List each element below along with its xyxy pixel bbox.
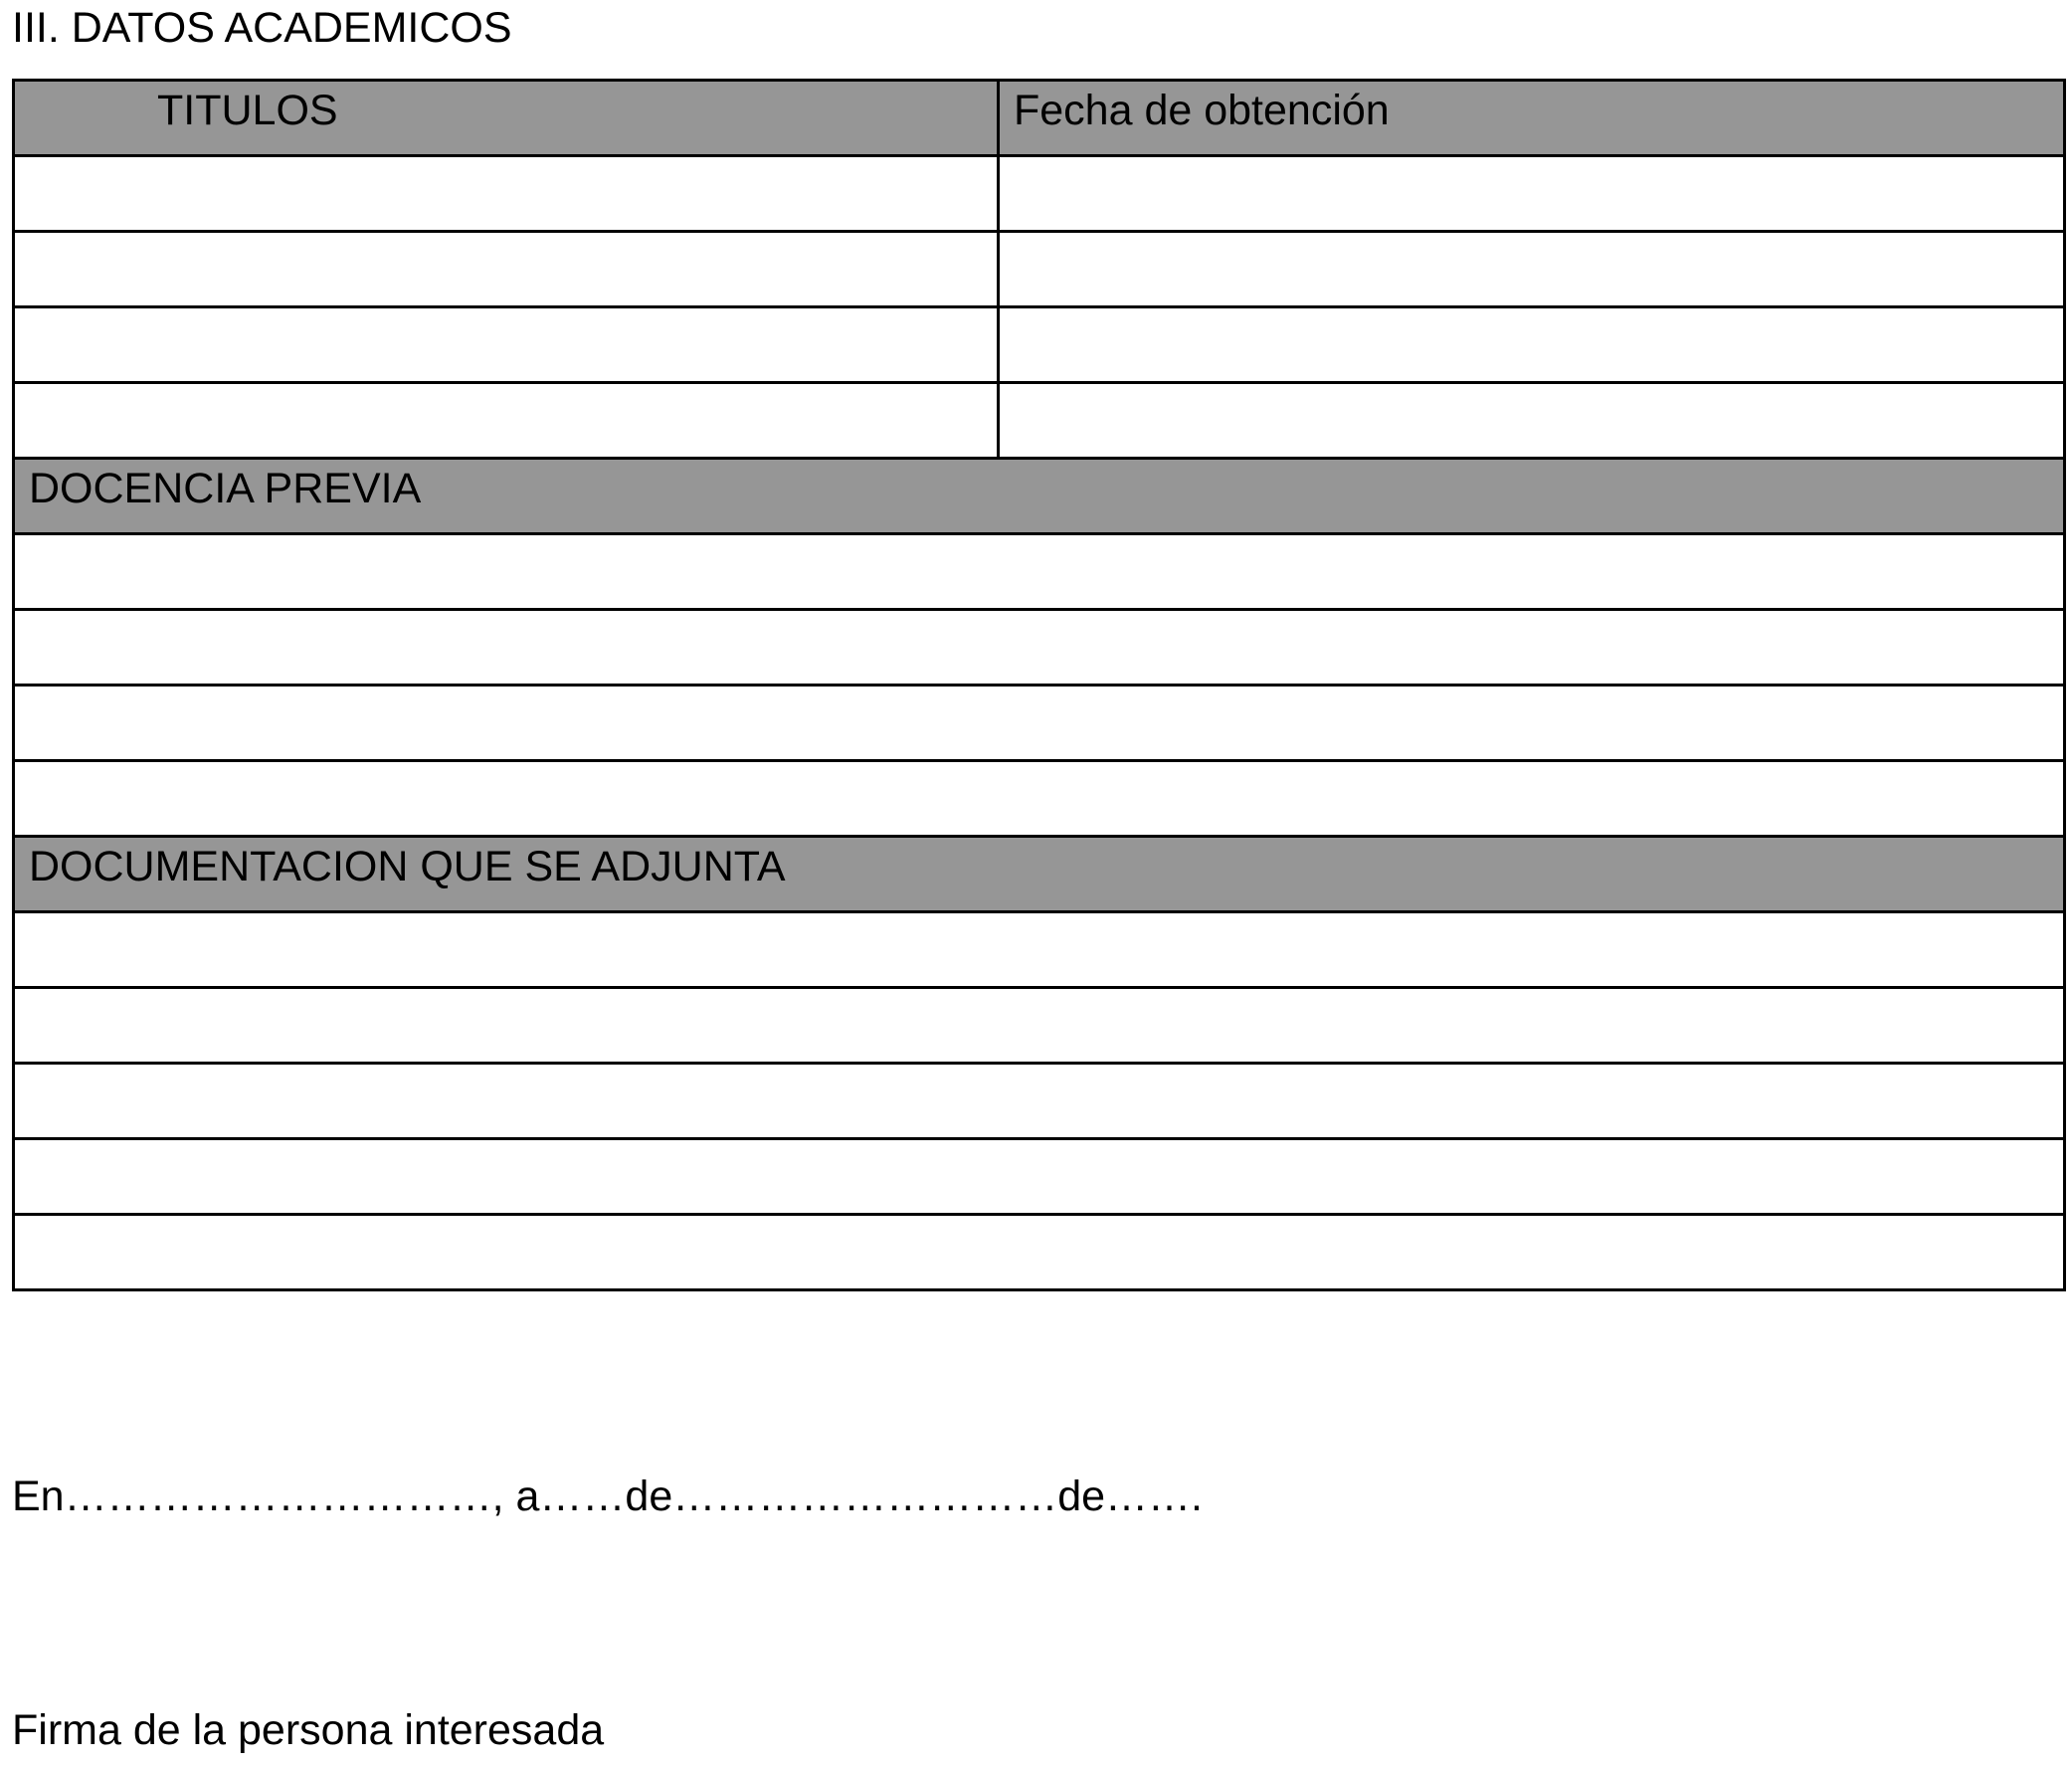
docencia-field[interactable] bbox=[14, 534, 2065, 610]
place-date-line: En…………………………, a……de………………………de……. bbox=[12, 1472, 1204, 1520]
documentacion-row bbox=[14, 912, 2065, 988]
docencia-row bbox=[14, 534, 2065, 610]
documentacion-field[interactable] bbox=[14, 1215, 2065, 1290]
fecha-field[interactable] bbox=[999, 156, 2065, 232]
docencia-field[interactable] bbox=[14, 686, 2065, 761]
titulo-row bbox=[14, 156, 2065, 232]
fecha-field[interactable] bbox=[999, 383, 2065, 459]
docencia-previa-header: DOCENCIA PREVIA bbox=[29, 465, 422, 512]
section-title: III. DATOS ACADEMICOS bbox=[12, 4, 512, 52]
titulos-header: TITULOS bbox=[157, 87, 338, 134]
documentacion-field[interactable] bbox=[14, 912, 2065, 988]
docencia-field[interactable] bbox=[14, 610, 2065, 686]
docencia-header-row bbox=[14, 459, 2065, 534]
titulos-header-cell bbox=[14, 81, 999, 156]
docencia-row bbox=[14, 761, 2065, 837]
titulo-field[interactable] bbox=[14, 156, 999, 232]
documentacion-row bbox=[14, 1215, 2065, 1290]
titulo-field[interactable] bbox=[14, 307, 999, 383]
documentacion-header-cell bbox=[14, 837, 2065, 912]
fecha-obtencion-header: Fecha de obtención bbox=[1014, 87, 1390, 134]
docencia-row bbox=[14, 686, 2065, 761]
documentacion-field[interactable] bbox=[14, 988, 2065, 1064]
documentacion-field[interactable] bbox=[14, 1139, 2065, 1215]
docencia-field[interactable] bbox=[14, 761, 2065, 837]
titulos-header-row bbox=[14, 81, 2065, 156]
fecha-field[interactable] bbox=[999, 307, 2065, 383]
titulo-row bbox=[14, 383, 2065, 459]
documentacion-header: DOCUMENTACION QUE SE ADJUNTA bbox=[29, 843, 786, 890]
documentacion-field[interactable] bbox=[14, 1064, 2065, 1139]
docencia-row bbox=[14, 610, 2065, 686]
signature-label: Firma de la persona interesada bbox=[12, 1706, 605, 1754]
docencia-header-cell bbox=[14, 459, 2065, 534]
fecha-field[interactable] bbox=[999, 232, 2065, 307]
documentacion-header-row bbox=[14, 837, 2065, 912]
documentacion-row bbox=[14, 988, 2065, 1064]
documentacion-row bbox=[14, 1139, 2065, 1215]
titulo-row bbox=[14, 307, 2065, 383]
titulo-row bbox=[14, 232, 2065, 307]
documentacion-row bbox=[14, 1064, 2065, 1139]
titulo-field[interactable] bbox=[14, 232, 999, 307]
fecha-header-cell bbox=[999, 81, 2065, 156]
titulo-field[interactable] bbox=[14, 383, 999, 459]
academic-data-table bbox=[12, 79, 2066, 1291]
